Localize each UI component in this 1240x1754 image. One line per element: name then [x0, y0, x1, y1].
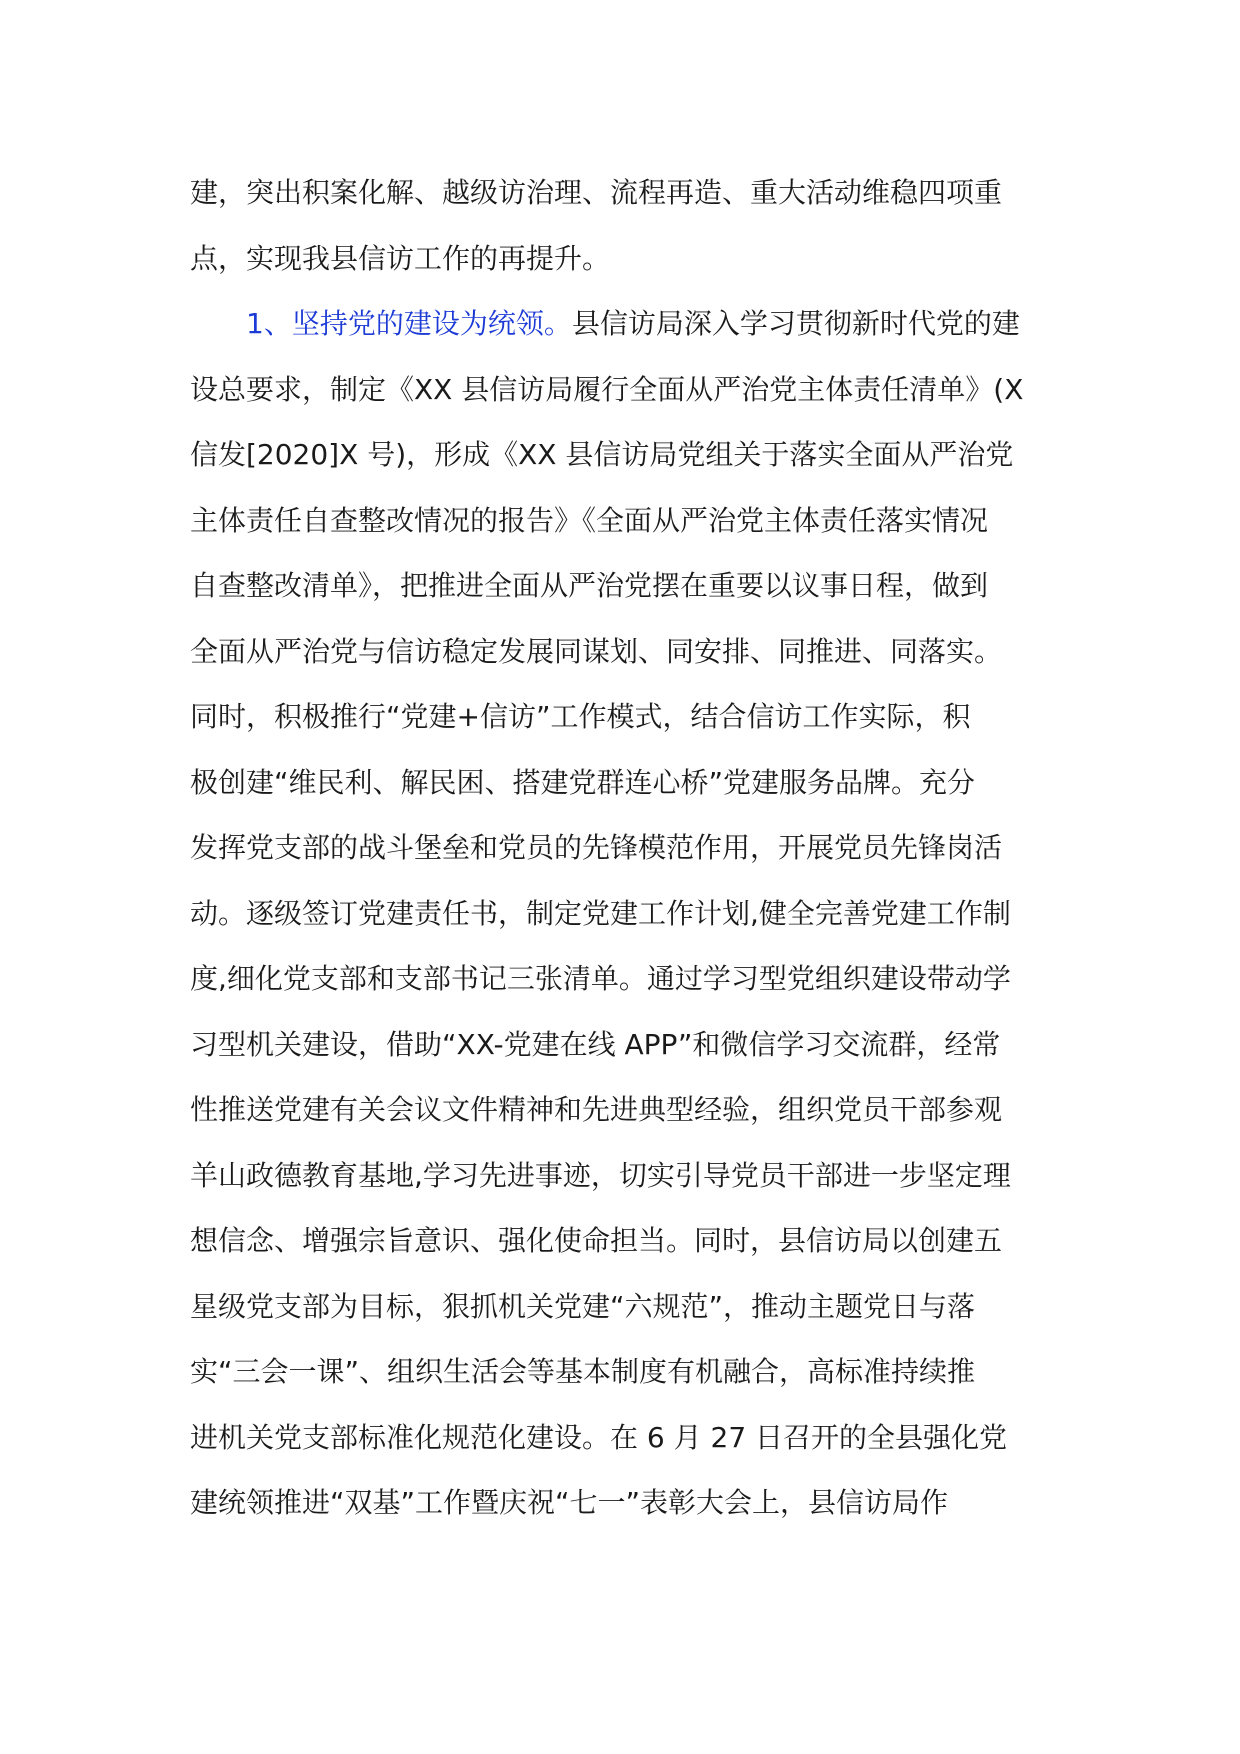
body-text-line: 建，突出积案化解、越级访治理、流程再造、重大活动维稳四项重 [190, 176, 1003, 209]
body-text-line: 进机关党支部标准化规范化建设。在 6 月 27 日召开的全县强化党 [190, 1420, 1008, 1454]
body-text-line: 星级党支部为目标，狠抓机关党建“六规范”，推动主题党日与落 [190, 1289, 976, 1323]
body-text-line: 主体责任自查整改情况的报告》《全面从严治党主体责任落实情况 [190, 503, 989, 537]
body-text-line: 信发[2020]X 号)，形成《XX 县信访局党组关于落实全面从严治党 [190, 438, 1014, 471]
body-text-line: 点，实现我县信访工作的再提升。 [190, 241, 611, 275]
body-text-line: 自查整改清单》，把推进全面从严治党摆在重要以议事日程，做到 [190, 569, 989, 602]
body-text-fragment: 县信访局深入学习贯彻新时代党的建 [571, 307, 1020, 340]
body-text-line: 设总要求，制定《XX 县信访局履行全面从严治党主体责任清单》(X [190, 372, 1024, 406]
body-text-line: 性推送党建有关会议文件精神和先进典型经验，组织党员干部参观 [190, 1093, 1003, 1126]
body-text-line: 想信念、增强宗旨意识、强化使命担当。同时，县信访局以创建五 [190, 1224, 1003, 1257]
body-text-line: 习型机关建设，借助“XX-党建在线 APP”和微信学习交流群，经常 [190, 1027, 1001, 1061]
body-text-line: 发挥党支部的战斗堡垒和党员的先锋模范作用，开展党员先锋岗活 [190, 831, 1003, 864]
document-body [190, 173, 1070, 1549]
body-text-line: 建统领推进“双基”工作暨庆祝“七一”表彰大会上，县信访局作 [190, 1486, 949, 1519]
body-text-line: 实“三会一课”、组织生活会等基本制度有机融合，高标准持续推 [190, 1355, 976, 1388]
body-text-line: 全面从严治党与信访稳定发展同谋划、同安排、同推进、同落实。 [190, 634, 1003, 668]
body-text-line: 羊山政德教育基地,学习先进事迹，切实引导党员干部进一步坚定理 [190, 1158, 1011, 1192]
section-1-first-line [190, 304, 1070, 370]
section-1-heading: 1、坚持党的建设为统领。 [246, 307, 572, 340]
body-text-line: 度,细化党支部和支部书记三张清单。通过学习型党组织建设带动学 [190, 962, 1011, 995]
body-text-line: 极创建“维民利、解民困、搭建党群连心桥”党建服务品牌。充分 [190, 765, 976, 799]
body-text-line: 同时，积极推行“党建+信访”工作模式，结合信访工作实际，积 [190, 700, 971, 733]
body-text-line: 动。逐级签订党建责任书，制定党建工作计划,健全完善党建工作制 [190, 896, 1011, 930]
